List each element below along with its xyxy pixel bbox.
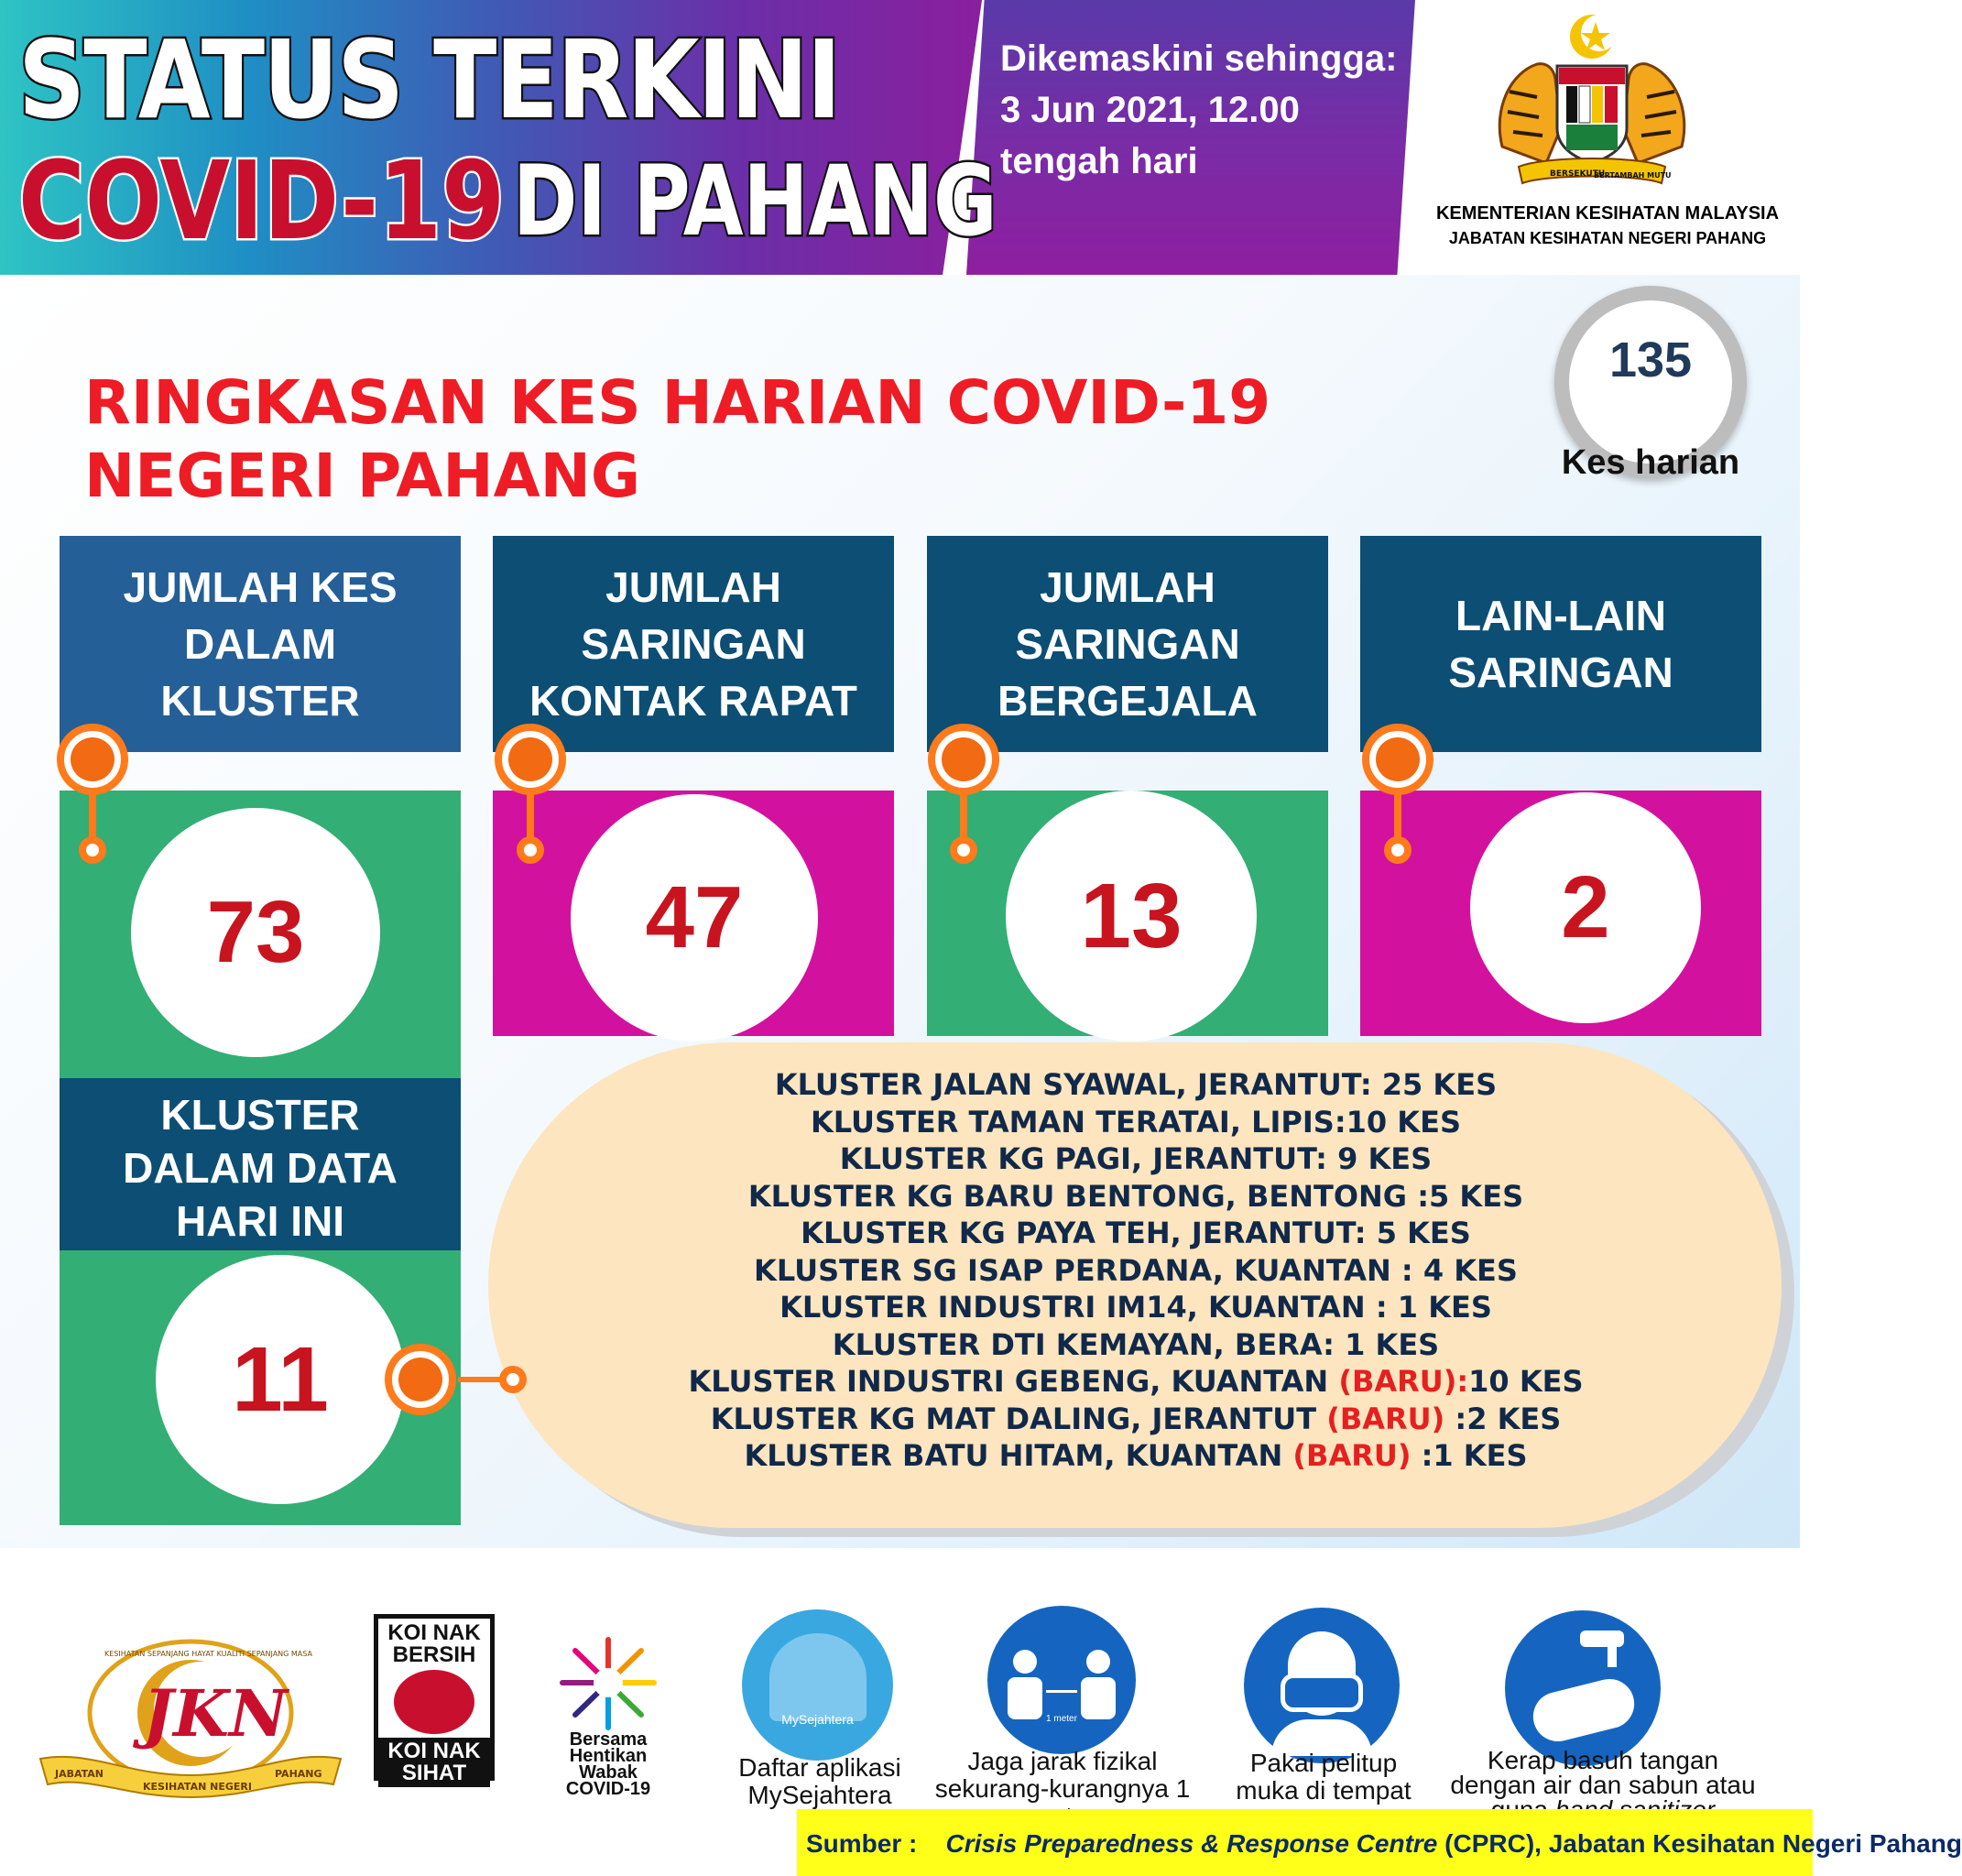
new-cluster-tag: (BARU): [1338, 1364, 1469, 1399]
daily-cases-label: Kes harian [1561, 443, 1740, 482]
jkn-monogram: JKN [143, 1675, 288, 1751]
value-kes-kluster: 73 [131, 808, 380, 1057]
caption-mask: Pakai pelitup muka di tempat [1236, 1749, 1412, 1805]
source-org-rest: (CPRC), Jabatan Kesihatan Negeri Pahang [1437, 1829, 1962, 1858]
source-bar [797, 1809, 1962, 1876]
pin-dot-icon [1384, 836, 1412, 864]
cluster-row: KLUSTER DTI KEMAYAN, BERA: 1 KES [832, 1326, 1440, 1362]
cluster-row: KLUSTER KG PAYA TEH, JERANTUT: 5 KES [801, 1216, 1471, 1250]
header [0, 0, 1813, 275]
bersama-line: Wabak [579, 1762, 638, 1783]
jkn-ribbon-right: PAHANG [275, 1768, 322, 1780]
clusters-label-line: DALAM DATA [123, 1144, 398, 1192]
crest-scroll-right: BERTAMBAH MUTU [1594, 171, 1672, 180]
cluster-row: KLUSTER INDUSTRI GEBENG, KUANTAN (BARU):10 KES [688, 1364, 1584, 1399]
title-di-pahang: DI PAHANG [513, 145, 997, 257]
category-label-line: JUMLAH KES [123, 563, 398, 611]
category-label-line: SARINGAN [1015, 620, 1240, 668]
category-label-line: SARINGAN [581, 620, 806, 668]
category-header-bergejala [927, 536, 1328, 752]
bersama-text [544, 1731, 672, 1797]
cluster-row: KLUSTER JALAN SYAWAL, JERANTUT: 25 KES [774, 1067, 1498, 1102]
ministry-name: KEMENTERIAN KESIHATAN MALAYSIA [1435, 203, 1780, 224]
source-org-italic: Crisis Preparedness & Response Centre [945, 1829, 1438, 1858]
cluster-row: KLUSTER INDUSTRI IM14, KUANTAN : 1 KES [779, 1290, 1492, 1325]
daily-cases-value: 135 [1608, 333, 1693, 387]
cluster-row: KLUSTER BATU HITAM, KUANTAN (BARU) :1 KES [744, 1438, 1528, 1473]
clusters-today-header [60, 1078, 461, 1250]
category-label-line: KLUSTER [160, 677, 360, 725]
category-label-line: KONTAK RAPAT [529, 677, 857, 725]
mysejahtera-wordmark: MySejahtera [781, 1712, 854, 1727]
category-label-line: DALAM [183, 620, 337, 668]
koi-nak-bersih-logo [374, 1614, 495, 1785]
summary-title-line1: RINGKASAN KES HARIAN COVID-19 [84, 367, 1271, 438]
pin-marker-icon [495, 724, 566, 795]
update-label: Dikemaskini sehingga: [1000, 38, 1398, 79]
cluster-row: KLUSTER KG PAGI, JERANTUT: 9 KES [839, 1141, 1433, 1176]
new-cluster-tag: (BARU) [1292, 1438, 1412, 1473]
value-bergejala: 13 [1006, 791, 1257, 1042]
category-header-kontak-rapat [493, 536, 894, 752]
cluster-row: KLUSTER TAMAN TERATAI, LIPIS:10 KES [811, 1104, 1461, 1140]
hand-wash-icon [1505, 1610, 1661, 1766]
jkn-logo-icon [35, 1621, 346, 1805]
title-status-terkini: STATUS TERKINI [18, 16, 840, 143]
title-covid19: COVID-19 [18, 137, 506, 264]
clusters-label-line: HARI INI [176, 1197, 344, 1245]
summary-title [84, 366, 1458, 513]
category-label-line: SARINGAN [1448, 649, 1673, 696]
heart-hands-icon [394, 1670, 474, 1734]
category-header-kes-kluster [60, 536, 461, 752]
koi-bottom-text: KOI NAK SIHAT [378, 1738, 490, 1787]
value-kontak-rapat: 47 [571, 794, 818, 1042]
clusters-label-line: KLUSTER [160, 1091, 360, 1139]
bersama-line: COVID-19 [565, 1779, 651, 1799]
category-label-line: JUMLAH [605, 563, 781, 611]
value-lain-lain: 2 [1470, 792, 1701, 1023]
pin-dot-icon [499, 1366, 527, 1393]
update-date: 3 Jun 2021, 12.00 [1000, 90, 1300, 130]
cluster-row: KLUSTER KG MAT DALING, JERANTUT (BARU) :2 KES [710, 1401, 1562, 1436]
source-label: Sumber : [806, 1829, 918, 1858]
pin-dot-icon [517, 836, 544, 864]
cluster-list [550, 1066, 1722, 1475]
heart-icon [769, 1633, 867, 1721]
caption-hand-wash: Kerap basuh tangan dengan air dan sabun atau [1447, 1748, 1759, 1822]
jkn-ribbon-left: JABATAN [55, 1768, 104, 1780]
caption-distance: Jaga jarak fizikal sekurang-kurangnya 1 [934, 1747, 1191, 1803]
category-header-lain-lain [1360, 536, 1761, 752]
department-name: JABATAN KESIHATAN NEGERI PAHANG [1448, 229, 1767, 247]
category-label-line: LAIN-LAIN [1455, 592, 1666, 639]
cluster-row: KLUSTER KG BARU BENTONG, BENTONG :5 KES [747, 1178, 1524, 1214]
malaysia-crest-icon [1482, 9, 1702, 192]
new-cluster-tag: (BARU) [1326, 1401, 1445, 1436]
distance-label: 1 meter [1046, 1714, 1077, 1724]
pin-marker-icon [1362, 724, 1433, 795]
pin-marker-icon [57, 724, 128, 795]
category-label-line: JUMLAH [1040, 563, 1215, 611]
bersama-burst-icon [553, 1632, 663, 1733]
bersama-line: Bersama [569, 1729, 648, 1750]
category-label-line: BERGEJALA [997, 677, 1258, 725]
physical-distance-icon [987, 1606, 1136, 1754]
update-timestamp [1000, 33, 1422, 187]
koi-top-text: KOI NAK BERSIH [378, 1619, 490, 1666]
value-clusters-today: 11 [156, 1255, 405, 1504]
jkn-motto: KESIHATAN SEPANJANG HAYAT KUALITI SEPANJANG MASA [104, 1650, 312, 1658]
crest-scroll-left: BERSEKUTU [1550, 169, 1606, 179]
summary-title-line2: NEGERI PAHANG [84, 441, 641, 511]
caption-mysejahtera: Daftar aplikasi MySejahtera [738, 1753, 901, 1809]
face-mask-icon [1244, 1608, 1400, 1763]
mysejahtera-icon [742, 1609, 893, 1761]
update-time: tengah hari [1000, 141, 1198, 181]
pin-marker-icon [385, 1344, 456, 1415]
pin-marker-icon [928, 724, 999, 795]
bersama-line: Hentikan [569, 1746, 648, 1766]
pin-dot-icon [950, 836, 977, 864]
pin-dot-icon [79, 836, 106, 864]
jkn-ribbon-mid: KESIHATAN NEGERI [143, 1781, 252, 1793]
cluster-row: KLUSTER SG ISAP PERDANA, KUANTAN : 4 KES [754, 1252, 1518, 1288]
